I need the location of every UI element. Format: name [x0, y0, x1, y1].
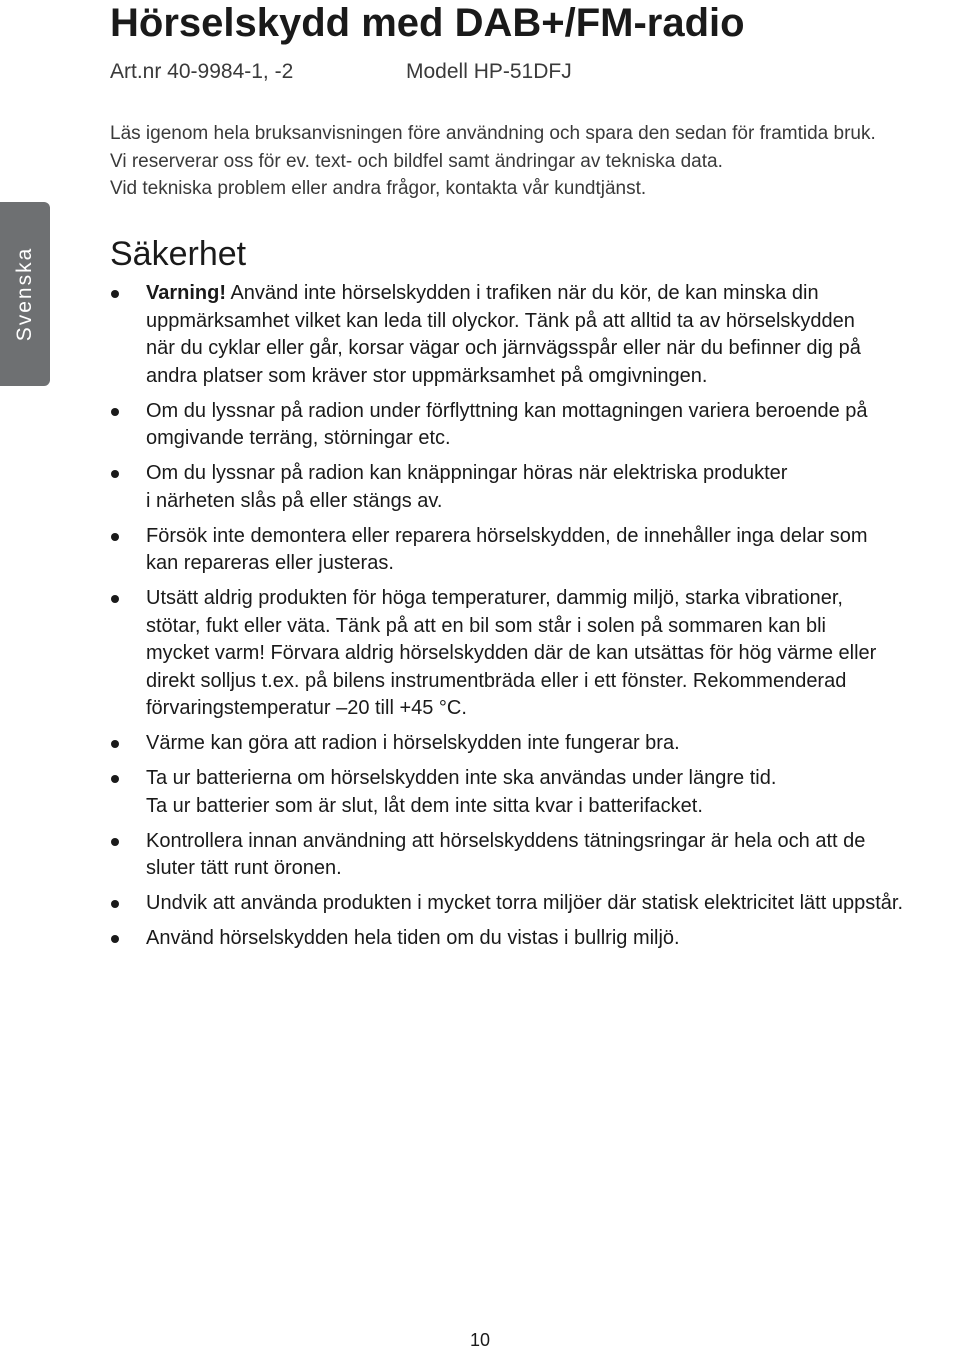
- bullet-line: kan repareras eller justeras.: [146, 552, 394, 574]
- page-number: 10: [469, 1330, 491, 1350]
- intro-line: Läs igenom hela bruksanvisningen före användning och spara den sedan för framtida bruk.: [110, 123, 876, 144]
- bullet-line: när du cyklar eller går, korsar vägar och järnvägsspår eller när du befinner dig på: [146, 337, 861, 359]
- model-number: Modell HP-51DFJ: [406, 60, 572, 83]
- bullet-line: stötar, fukt eller väta. Tänk på att en bil som står i solen på sommaren kan bli: [146, 614, 826, 637]
- bullet-line: Undvik att använda produkten i mycket torra miljöer där statisk elektricitet lätt uppstår.: [146, 892, 904, 914]
- section-title: Säkerhet: [110, 235, 247, 273]
- warning-label: Varning!: [146, 282, 227, 304]
- intro-line: Vi reserverar oss för ev. text- och bildfel samt ändringar av tekniska data.: [110, 150, 723, 172]
- bullet-line: [146, 280, 956, 308]
- list-item: [110, 765, 956, 820]
- list-item: [110, 523, 956, 578]
- bullet-line: andra platser som kräver stor uppmärksamhet på omgivningen.: [146, 364, 708, 387]
- list-item: [110, 398, 956, 453]
- page-title: Hörselskydd med DAB+/FM-radio: [110, 1, 745, 45]
- language-tab: [0, 202, 50, 386]
- bullet-text: Använd inte hörselskydden i trafiken när du kör, de kan minska din: [226, 282, 819, 304]
- bullet-line: Om du lyssnar på radion kan knäppningar höras när elektriska produkter: [146, 462, 788, 484]
- list-item: [110, 828, 956, 883]
- bullet-line: i närheten slås på eller stängs av.: [146, 489, 443, 512]
- bullet-line: uppmärksamhet vilket kan leda till olyckor. Tänk på att alltid ta av hörselskydden: [146, 309, 855, 332]
- list-item: [110, 280, 956, 390]
- list-item: [110, 925, 956, 953]
- bullet-line: Ta ur batterier som är slut, låt dem inte sitta kvar i batterifacket.: [146, 794, 703, 817]
- language-tab-label: Svenska: [13, 246, 36, 342]
- bullet-line: Kontrollera innan användning att hörselskyddens tätningsringar är hela och att de: [146, 829, 866, 852]
- intro-text: [110, 120, 950, 203]
- safety-list: [110, 280, 956, 960]
- intro-line: Vid tekniska problem eller andra frågor, kontakta vår kundtjänst.: [110, 178, 647, 199]
- list-item: [110, 585, 956, 723]
- bullet-line: sluter tätt runt öronen.: [146, 857, 342, 879]
- bullet-line: förvaringstemperatur –20 till +45 °C.: [146, 697, 467, 719]
- bullet-line: Ta ur batterierna om hörselskydden inte ska användas under längre tid.: [146, 767, 777, 789]
- bullet-line: Värme kan göra att radion i hörselskydden inte fungerar bra.: [146, 732, 680, 754]
- list-item: [110, 460, 956, 515]
- article-number: Art.nr 40-9984-1, -2: [110, 60, 294, 83]
- list-item: [110, 730, 956, 758]
- bullet-line: direkt solljus t.ex. på bilens instrumentbräda eller i ett fönster. Rekommenderad: [146, 669, 847, 692]
- bullet-line: Om du lyssnar på radion under förflyttning kan mottagningen variera beroende på: [146, 399, 868, 422]
- list-item: [110, 890, 956, 918]
- bullet-line: Försök inte demontera eller reparera hörselskydden, de innehåller inga delar som: [146, 524, 868, 547]
- bullet-line: Utsätt aldrig produkten för höga temperaturer, dammig miljö, starka vibrationer,: [146, 587, 843, 609]
- bullet-line: mycket varm! Förvara aldrig hörselskydden där de kan utsättas för hög värme eller: [146, 642, 877, 664]
- bullet-line: omgivande terräng, störningar etc.: [146, 427, 451, 449]
- bullet-line: Använd hörselskydden hela tiden om du vistas i bullrig miljö.: [146, 927, 680, 949]
